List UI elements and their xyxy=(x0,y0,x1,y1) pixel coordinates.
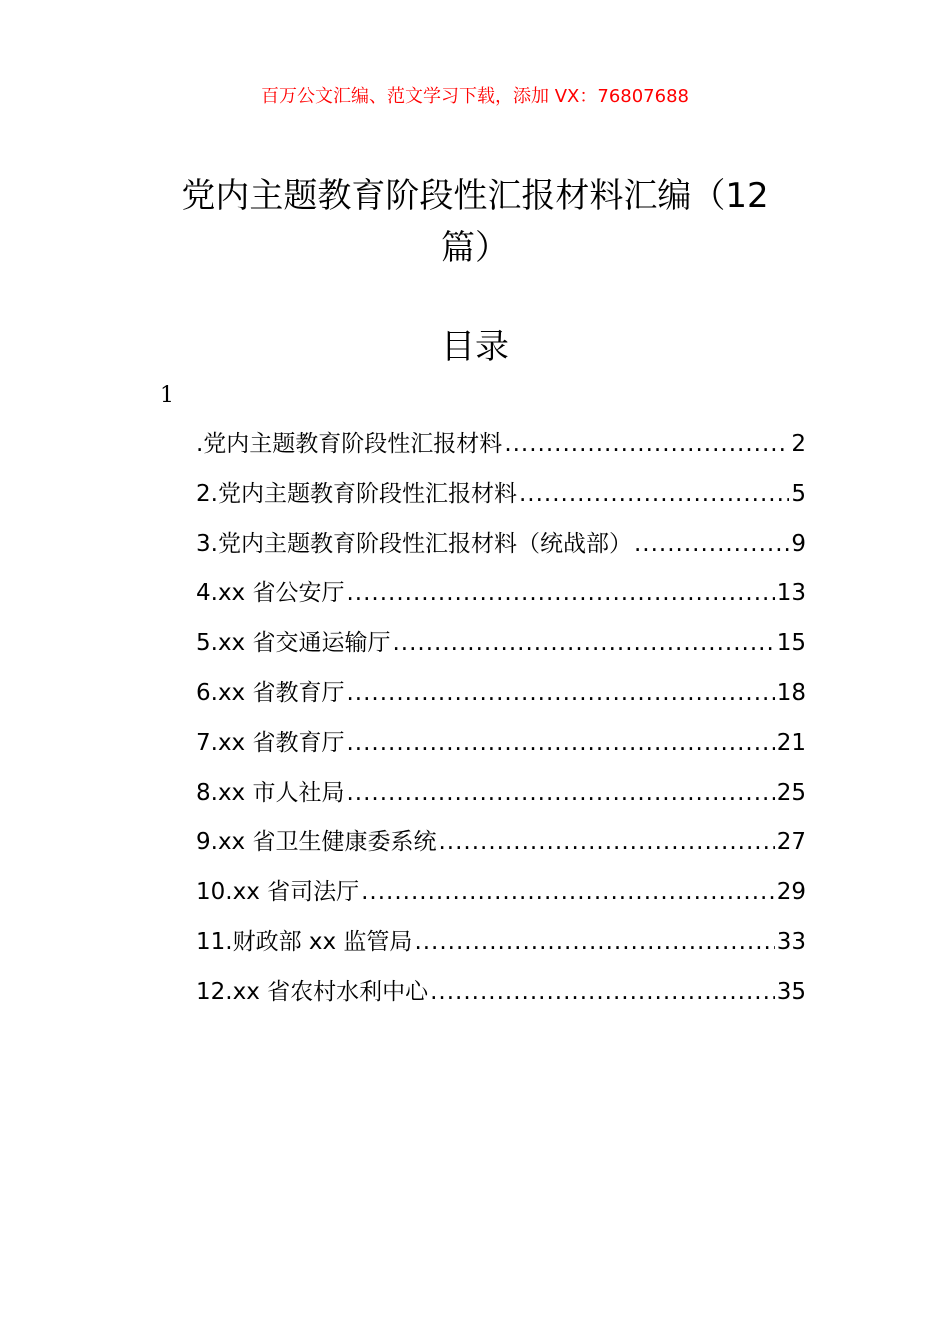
toc-entry-label: 6.xx 省教育厅 xyxy=(196,679,345,706)
toc-dot-leader xyxy=(361,868,775,918)
toc-entry-12[interactable] xyxy=(196,968,806,1018)
toc-entry-6[interactable] xyxy=(196,669,806,719)
toc-dot-leader xyxy=(392,619,774,669)
toc-entry-page: 18 xyxy=(776,679,806,706)
toc-entry-5[interactable] xyxy=(196,619,806,669)
stray-page-number: 1 xyxy=(160,383,174,408)
toc-entry-label: 4.xx 省公安厅 xyxy=(196,580,345,607)
toc-entry-page: 35 xyxy=(776,978,806,1005)
toc-entry-page: 21 xyxy=(776,729,806,756)
toc-dot-leader xyxy=(346,719,774,769)
toc-entry-label: 10.xx 省司法厅 xyxy=(196,879,360,906)
toc-entry-page: 25 xyxy=(776,779,806,806)
toc-entry-page: 5 xyxy=(791,480,806,507)
toc-dot-leader xyxy=(519,470,789,520)
toc-entry-3[interactable] xyxy=(196,520,806,570)
toc-entry-page: 29 xyxy=(776,879,806,906)
toc-dot-leader xyxy=(430,968,775,1018)
toc-entry-8[interactable] xyxy=(196,769,806,819)
toc-entry-page: 33 xyxy=(776,928,806,955)
toc-dot-leader xyxy=(634,520,789,570)
toc-entry-label: 3.党内主题教育阶段性汇报材料（统战部） xyxy=(196,530,632,557)
toc-entry-label: 9.xx 省卫生健康委系统 xyxy=(196,829,437,856)
document-title xyxy=(150,170,800,274)
toc-dot-leader xyxy=(346,769,774,819)
toc-entry-2[interactable] xyxy=(196,470,806,520)
table-of-contents xyxy=(196,420,806,1018)
toc-dot-leader xyxy=(504,420,789,470)
toc-entry-11[interactable] xyxy=(196,918,806,968)
document-title-line-2: 篇） xyxy=(441,228,509,268)
toc-entry-10[interactable] xyxy=(196,868,806,918)
toc-entry-page: 15 xyxy=(776,630,806,657)
toc-entry-7[interactable] xyxy=(196,719,806,769)
toc-entry-1[interactable] xyxy=(196,420,806,470)
toc-entry-page: 27 xyxy=(776,829,806,856)
toc-entry-9[interactable] xyxy=(196,818,806,868)
toc-dot-leader xyxy=(346,569,774,619)
toc-entry-label: .党内主题教育阶段性汇报材料 xyxy=(196,431,503,457)
toc-entry-label: 5.xx 省交通运输厅 xyxy=(196,630,391,657)
toc-entry-label: 2.党内主题教育阶段性汇报材料 xyxy=(196,480,517,507)
toc-entry-page: 9 xyxy=(791,530,806,557)
toc-entry-label: 8.xx 市人社局 xyxy=(196,779,345,806)
toc-dot-leader xyxy=(438,818,774,868)
header-watermark-note: 百万公文汇编、范文学习下载，添加 VX：76807688 xyxy=(261,86,689,107)
toc-entry-page: 13 xyxy=(776,580,806,607)
document-title-line-1: 党内主题教育阶段性汇报材料汇编（12 xyxy=(181,176,769,216)
toc-entry-label: 12.xx 省农村水利中心 xyxy=(196,978,429,1005)
toc-entry-label: 7.xx 省教育厅 xyxy=(196,729,345,756)
toc-heading: 目录 xyxy=(441,327,509,367)
toc-entry-page: 2 xyxy=(791,431,806,457)
toc-entry-4[interactable] xyxy=(196,569,806,619)
toc-dot-leader xyxy=(414,918,774,968)
toc-dot-leader xyxy=(346,669,774,719)
toc-entry-label: 11.财政部 xx 监管局 xyxy=(196,928,413,955)
